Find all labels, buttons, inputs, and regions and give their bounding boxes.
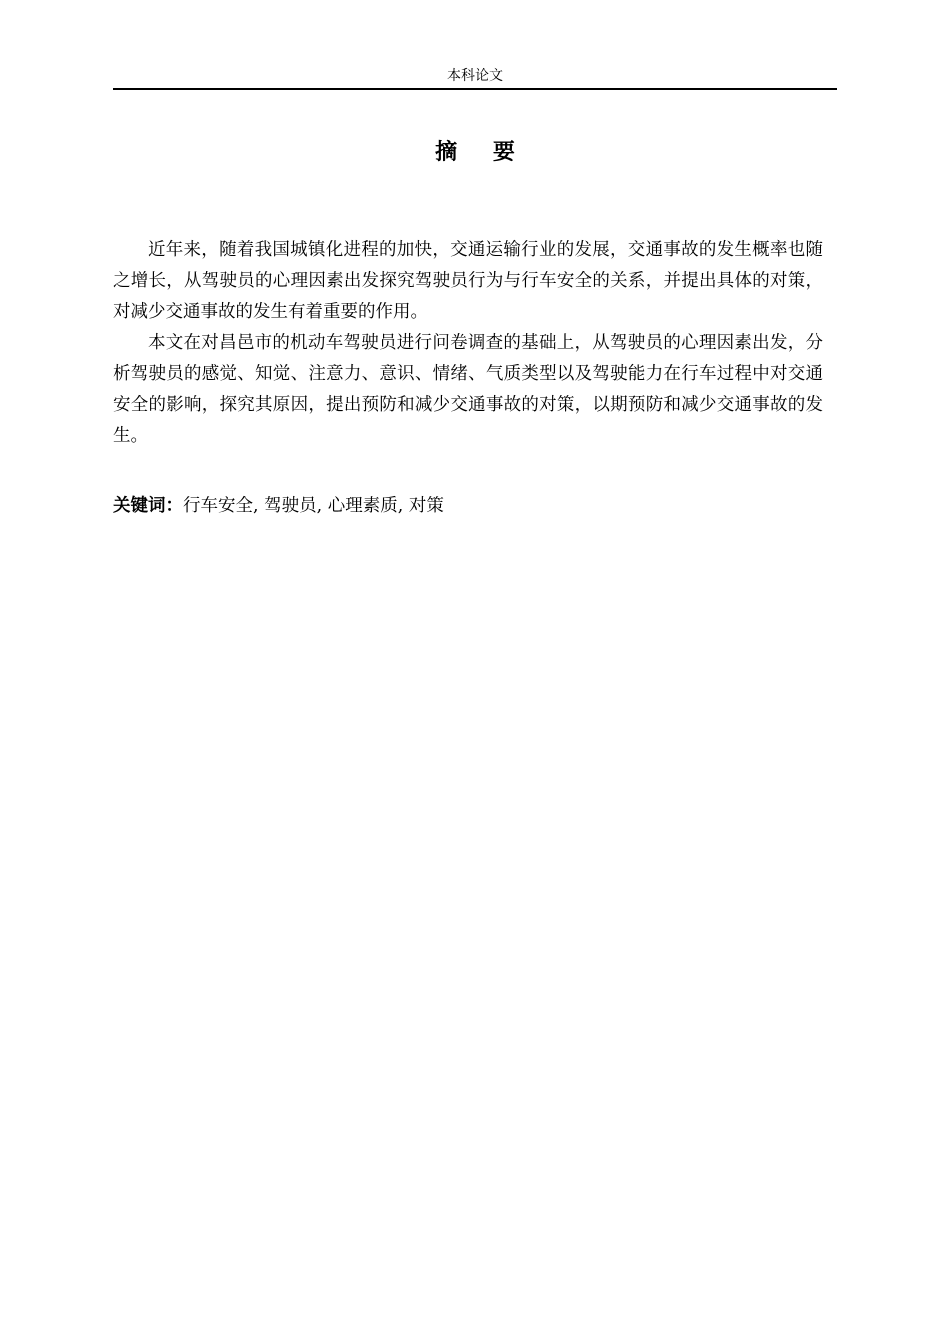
header-rule bbox=[113, 88, 837, 90]
abstract-title: 摘 要 bbox=[435, 140, 529, 165]
keywords-value: 行车安全, 驾驶员, 心理素质, 对策 bbox=[183, 496, 444, 516]
abstract-paragraph-1: 近年来，随着我国城镇化进程的加快，交通运输行业的发展，交通事故的发生概率也随之增长，从驾驶员的心理因素出发探究驾驶员行为与行车安全的关系，并提出具体的对策，对减少交通事故的发生有着重要的作用。 bbox=[113, 240, 823, 322]
keywords-label: 关键词： bbox=[113, 496, 183, 516]
abstract-body bbox=[113, 235, 823, 452]
keywords-line bbox=[113, 491, 823, 522]
running-header: 本科论文 bbox=[447, 68, 503, 84]
abstract-paragraph-2: 本文在对昌邑市的机动车驾驶员进行问卷调查的基础上，从驾驶员的心理因素出发，分析驾驶员的感觉、知觉、注意力、意识、情绪、气质类型以及驾驶能力在行车过程中对交通安全的影响，探究其原因，提出预防和减少交通事故的对策，以期预防和减少交通事故的发生。 bbox=[113, 333, 823, 446]
